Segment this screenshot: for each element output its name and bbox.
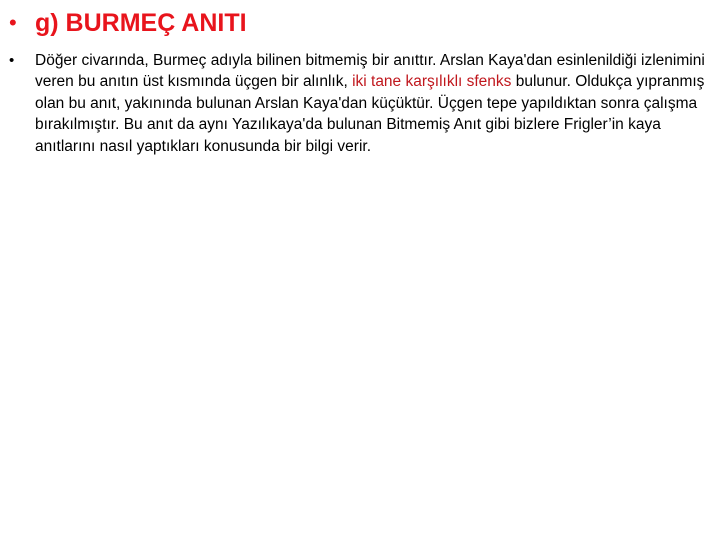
body-bullet-icon: • bbox=[9, 52, 15, 69]
title-row bbox=[9, 5, 247, 41]
body-text-start: Döğer civarında, Burmeç adıyla bilinen bitmemiş bir anıttır. Arslan Kaya'dan esinlenildiği izlenimini veren bu anıtın üst kısmında üçgen bir alınlık, bbox=[35, 52, 705, 91]
title-bullet-icon: • bbox=[9, 10, 17, 35]
body-text-end: bulunur. Oldukça yıpranmış olan bu anıt, yakınında bulunan Arslan Kaya'dan küçüktür. Üçgen tepe yapıldıktan sonra çalışma bırakılmıştır. Bu anıt da aynı Yazılıkaya'da bulunan Bitmemiş Anıt gibi bizlere Frigler’in kaya anıtlarını nasıl yaptıkları konusunda bir bilgi verir. bbox=[35, 73, 705, 155]
body-bullet-item bbox=[9, 50, 709, 157]
slide-title: g) BURMEÇ ANITI bbox=[35, 9, 247, 37]
body-text-highlight: iki tane karşılıklı sfenks bbox=[352, 73, 512, 91]
body-paragraph bbox=[35, 50, 709, 157]
